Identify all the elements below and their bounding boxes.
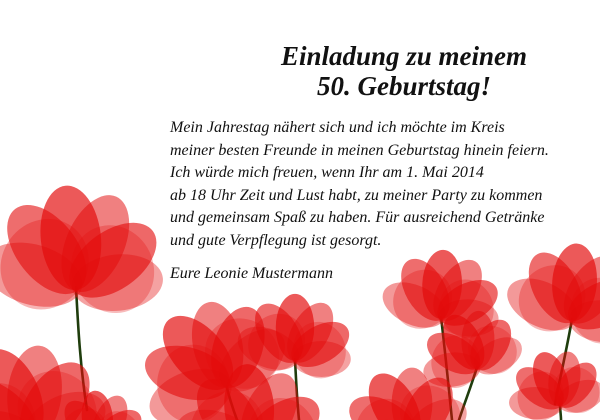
title-line-1: Einladung zu meinem <box>280 41 528 71</box>
invitation-body <box>170 117 570 253</box>
poppy-flower <box>0 171 179 338</box>
invitation-title <box>250 41 558 101</box>
body-line: Mein Jahrestag nähert sich und ich möchte im Kreis <box>170 119 505 136</box>
signature: Eure Leonie Mustermann <box>170 265 333 282</box>
title-line-2: 50. Geburtstag! <box>316 71 492 101</box>
body-line: ab 18 Uhr Zeit und Lust habt, zu meiner Party zu kommen <box>170 186 543 204</box>
body-line: meiner besten Freunde in meinen Geburtstag hinein feiern. <box>170 141 549 159</box>
body-line: und gemeinsam Spaß zu haben. Für ausreichend Getränke <box>170 209 545 227</box>
body-line: und gute Verpflegung ist gesorgt. <box>170 231 382 249</box>
body-line: Ich würde mich freuen, wenn Ihr am 1. Mai 2014 <box>170 164 484 182</box>
